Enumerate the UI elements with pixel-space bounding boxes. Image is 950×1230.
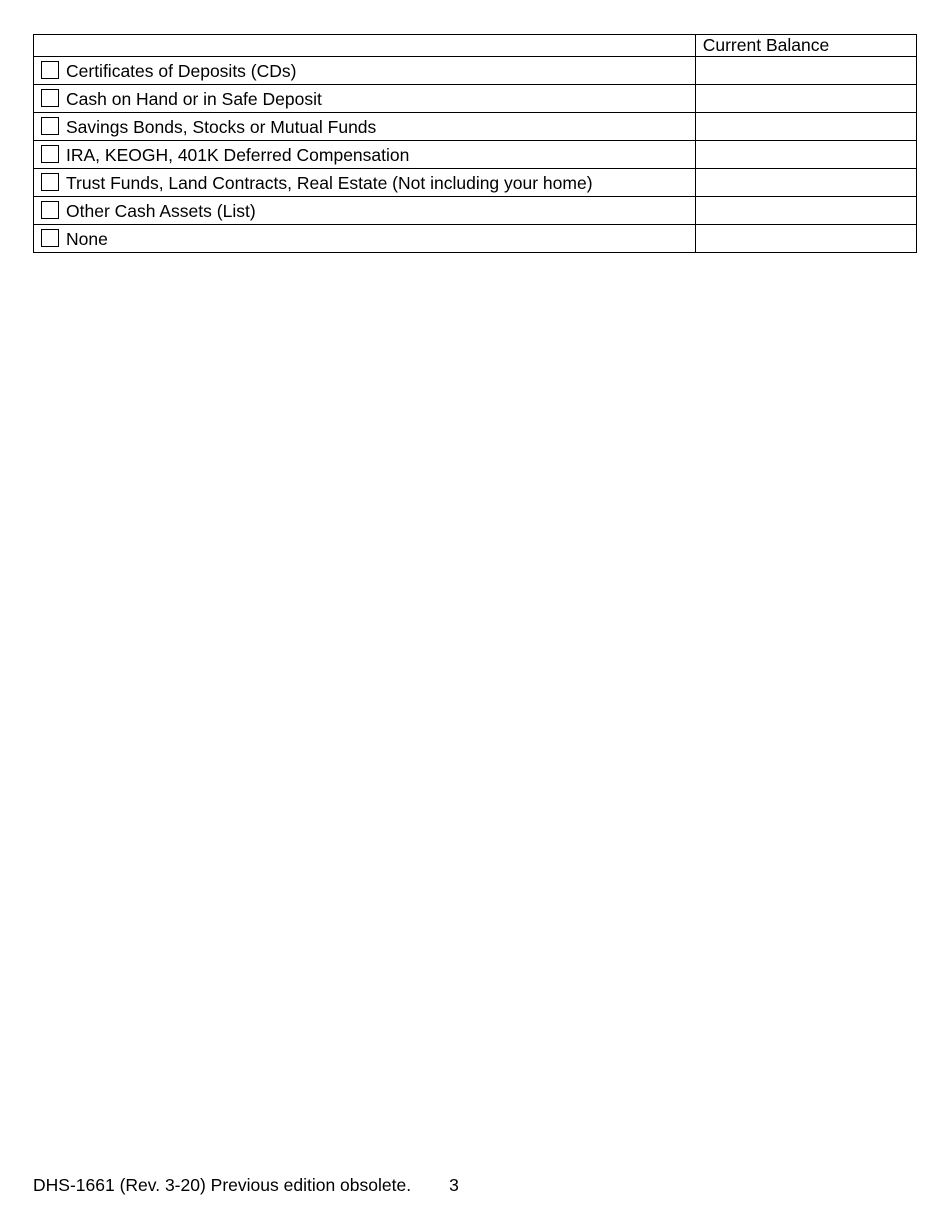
page-number: 3 (449, 1175, 459, 1195)
asset-cash-cell (34, 85, 696, 113)
cash-on-hand-checkbox[interactable] (41, 89, 59, 107)
other-cash-assets-balance-field[interactable] (695, 197, 916, 225)
cds-label: Certificates of Deposits (CDs) (66, 60, 297, 81)
asset-type-header (34, 35, 696, 57)
asset-none-cell (34, 225, 696, 253)
asset-ira-cell (34, 141, 696, 169)
trust-funds-label: Trust Funds, Land Contracts, Real Estate (Not including your home) (66, 172, 593, 193)
table-header-row (34, 35, 917, 57)
ira-balance-field[interactable] (695, 141, 916, 169)
cash-on-hand-label: Cash on Hand or in Safe Deposit (66, 88, 322, 109)
savings-bonds-balance-field[interactable] (695, 113, 916, 141)
asset-trust-cell (34, 169, 696, 197)
table-row (34, 225, 917, 253)
trust-funds-checkbox[interactable] (41, 173, 59, 191)
table-row (34, 85, 917, 113)
savings-bonds-label: Savings Bonds, Stocks or Mutual Funds (66, 116, 377, 137)
savings-bonds-checkbox[interactable] (41, 117, 59, 135)
table-row (34, 197, 917, 225)
asset-other-cell (34, 197, 696, 225)
other-cash-assets-label: Other Cash Assets (List) (66, 200, 256, 221)
table-row (34, 113, 917, 141)
current-balance-header: Current Balance (695, 35, 916, 57)
table-row (34, 169, 917, 197)
asset-cds-cell (34, 57, 696, 85)
none-label: None (66, 228, 108, 249)
ira-checkbox[interactable] (41, 145, 59, 163)
cds-checkbox[interactable] (41, 61, 59, 79)
page-footer (33, 1175, 459, 1196)
other-cash-assets-checkbox[interactable] (41, 201, 59, 219)
form-id: DHS-1661 (Rev. 3-20) Previous edition obsolete. (33, 1175, 412, 1195)
cash-on-hand-balance-field[interactable] (695, 85, 916, 113)
asset-bonds-cell (34, 113, 696, 141)
cds-balance-field[interactable] (695, 57, 916, 85)
table-row (34, 141, 917, 169)
trust-funds-balance-field[interactable] (695, 169, 916, 197)
table-row (34, 57, 917, 85)
cash-assets-table (33, 34, 917, 253)
none-checkbox[interactable] (41, 229, 59, 247)
ira-label: IRA, KEOGH, 401K Deferred Compensation (66, 144, 410, 165)
none-balance-field[interactable] (695, 225, 916, 253)
